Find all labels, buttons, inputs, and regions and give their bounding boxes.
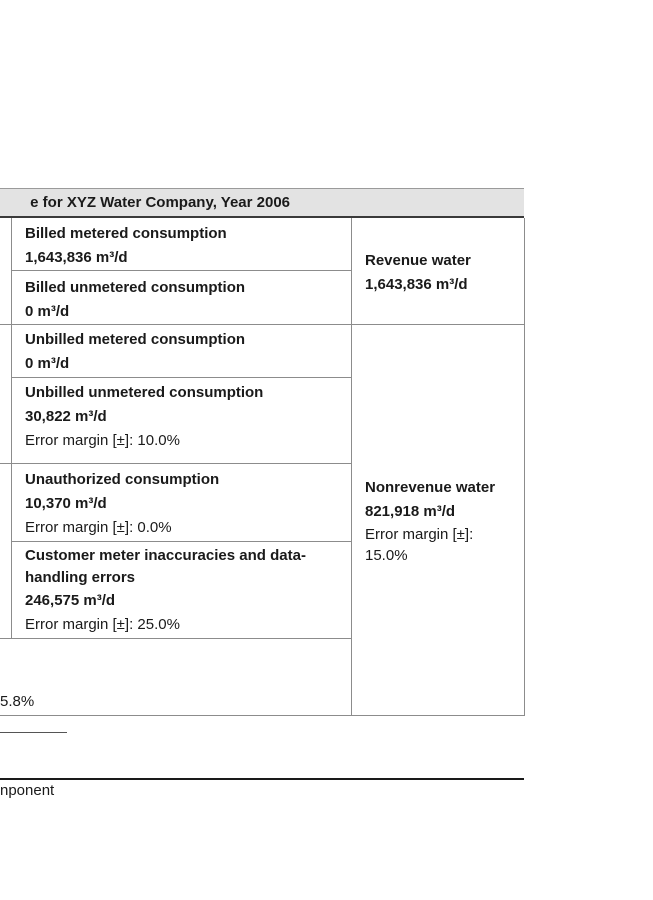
cell-label-line2: handling errors <box>25 569 136 586</box>
cell-value: 30,822 m³/d <box>25 408 107 425</box>
row-divider <box>0 638 351 639</box>
cell-label: Revenue water <box>365 252 471 269</box>
table-title: e for XYZ Water Company, Year 2006 <box>30 194 290 211</box>
cell-label: Unauthorized consumption <box>25 471 220 488</box>
partial-percentage: 5.8% <box>0 693 35 710</box>
cell-value: 821,918 m³/d <box>365 503 456 520</box>
cell-label-line1: Customer meter inaccuracies and data- <box>25 547 306 564</box>
meter-errors-cell <box>25 545 345 637</box>
grid-right-border <box>524 218 525 715</box>
cell-value: 1,643,836 m³/d <box>25 249 128 266</box>
table-title-bar <box>0 188 524 218</box>
page-footer-rule <box>0 778 524 780</box>
row-divider <box>11 270 351 271</box>
cell-value: 1,643,836 m³/d <box>365 276 468 293</box>
error-margin-line1: Error margin [±]: <box>365 526 474 543</box>
revenue-water-cell <box>365 249 515 297</box>
unbilled-metered-cell <box>25 328 345 376</box>
cell-label: Billed unmetered consumption <box>25 279 246 296</box>
cell-label: Unbilled metered consumption <box>25 331 246 348</box>
billed-metered-cell <box>25 222 345 270</box>
unbilled-unmetered-cell <box>25 381 345 453</box>
cell-value: 0 m³/d <box>25 303 70 320</box>
nonrevenue-water-cell <box>365 476 515 566</box>
cell-value: 246,575 m³/d <box>25 592 116 609</box>
grid-left-divider <box>11 218 12 638</box>
row-divider <box>11 541 351 542</box>
cell-label: Unbilled unmetered consumption <box>25 384 264 401</box>
cell-label: Nonrevenue water <box>365 479 496 496</box>
error-margin: Error margin [±]: 10.0% <box>25 432 180 449</box>
row-divider <box>0 324 525 325</box>
cell-label: Billed metered consumption <box>25 225 227 242</box>
error-margin: Error margin [±]: 25.0% <box>25 616 180 633</box>
billed-unmetered-cell <box>25 276 345 324</box>
footnote-rule <box>0 732 67 733</box>
row-divider <box>11 377 351 378</box>
unauthorized-cell <box>25 468 345 540</box>
grid-middle-divider <box>351 218 352 715</box>
table-bottom-border <box>0 715 525 716</box>
error-margin: Error margin [±]: 0.0% <box>25 519 172 536</box>
footer-text: nponent <box>0 782 55 799</box>
cell-value: 10,370 m³/d <box>25 495 107 512</box>
cell-value: 0 m³/d <box>25 355 70 372</box>
error-margin-line2: 15.0% <box>365 547 408 564</box>
row-divider <box>0 463 351 464</box>
